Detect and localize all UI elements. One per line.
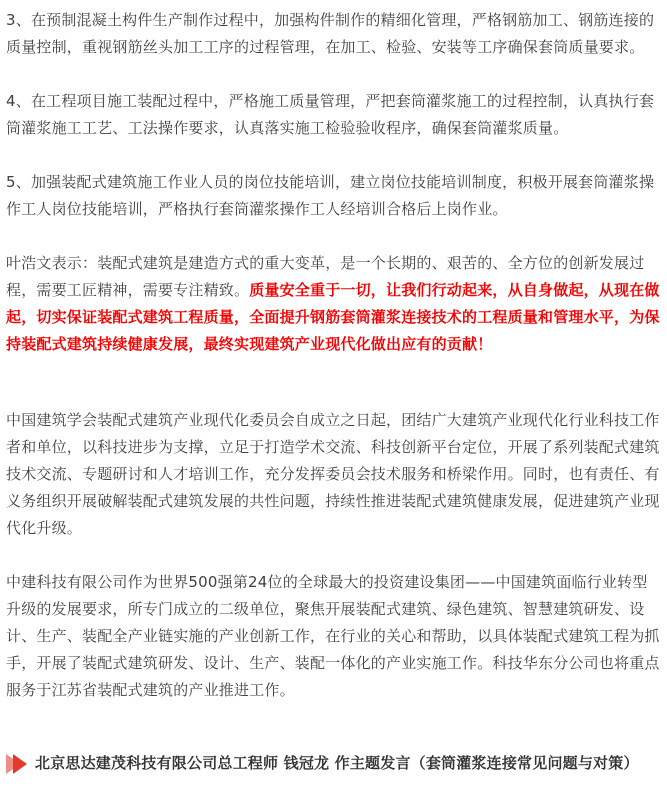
ye-haowen-red-emphasis-text: 质量安全重于一切，让我们行动起来，从自身做起，从现在做起，切实保证装配式建筑工程质量，全面提升钢筋套筒灌浆连接技术的工程质量和管理水平，为保持装配式建筑持续健康发展，最终实现建筑产业现代化做出应有的贡献！ <box>6 281 660 353</box>
paragraph-point-5: 5、加强装配式建筑施工作业人员的岗位技能培训，建立岗位技能培训制度，积极开展套筒灌浆操作工人岗位技能培训，严格执行套筒灌浆操作工人经培训合格后上岗作业。 <box>6 173 655 218</box>
footer-heading <box>6 750 661 777</box>
right-triangle-dark-icon <box>13 754 27 774</box>
paragraph-ye-haowen <box>6 250 661 358</box>
footer-heading-text: 北京思达建茂科技有限公司总工程师 钱冠龙 作主题发言（套筒灌浆连接常见问题与对策） <box>35 754 639 772</box>
paragraph-association: 中国建筑学会装配式建筑产业现代化委员会自成立之日起，团结广大建筑产业现代化行业科技工作者和单位，以科技进步为支撑，立足于打造学术交流、科技创新平台定位，开展了系列装配式建筑技术交流、专题研讨和人才培训工作，充分发挥委员会技术服务和桥梁作用。同时，也有责任、有义务组织开展破解装配式建筑发展的共性问题，持续性推进装配式建筑健康发展，促进建筑产业现代化升级。 <box>6 411 660 537</box>
ye-haowen-normal-text: 叶浩文表示：装配式建筑是建造方式的重大变革，是一个长期的、艰苦的、全方位的创新发展过程，需要工匠精神，需要专注精致。 <box>6 254 645 299</box>
paragraph-cscec-tech: 中建科技有限公司作为世界500强第24位的全球最大的投资建设集团——中国建筑面临行业转型升级的发展要求，所专门成立的二级单位，聚焦开展装配式建筑、绿色建筑、智慧建筑研发、设计、生产、装配全产业链实施的产业创新工作，在行业的关心和帮助，以具体装配式建筑工程为抓手，开展了装配式建筑研发、设计、生产、装配一体化的产业实施工作。科技华东分公司也将重点服务于江苏省装配式建筑的产业推进工作。 <box>6 573 660 699</box>
double-right-arrow-icon <box>6 754 27 774</box>
paragraph-point-4: 4、在工程项目施工装配过程中，严格施工质量管理，严把套筒灌浆施工的过程控制，认真执行套筒灌浆施工工艺、工法操作要求，认真落实施工检验验收程序，确保套筒灌浆质量。 <box>6 92 655 137</box>
paragraph-point-3: 3、在预制混凝土构件生产制作过程中，加强构件制作的精细化管理，严格钢筋加工、钢筋连接的质量控制，重视钢筋丝头加工工序的过程管理，在加工、检验、安装等工序确保套筒质量要求。 <box>6 11 655 56</box>
